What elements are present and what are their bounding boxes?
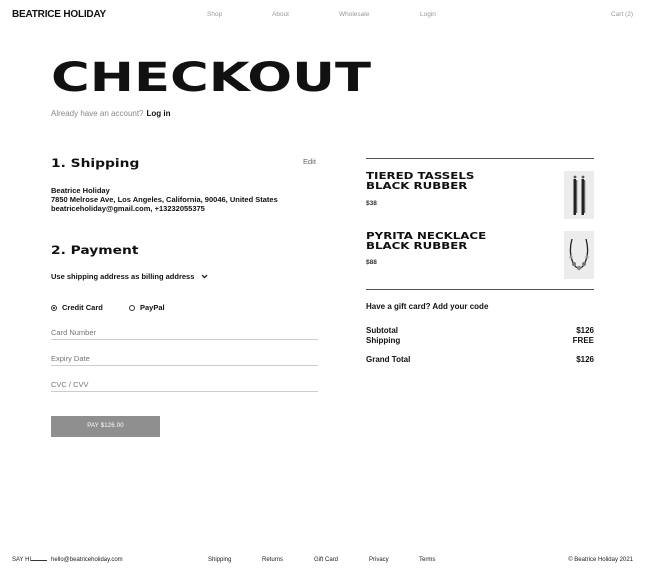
say-hi-label: SAY HI (12, 557, 32, 563)
footer-link-shipping[interactable]: Shipping (208, 557, 232, 563)
card-number-input[interactable] (51, 326, 318, 340)
product-name-line1: PYRITA NECKLACE (366, 231, 487, 242)
footer-link-gift-card[interactable]: Gift Card (314, 557, 339, 563)
login-link[interactable]: Log in (146, 109, 171, 118)
product-name-line2: BLACK RUBBER (366, 240, 468, 252)
payment-method-paypal[interactable] (129, 303, 165, 312)
footer-email-link[interactable]: hello@beatriceholiday.com (51, 557, 123, 563)
pay-button[interactable]: PAY $126.00 (51, 416, 160, 437)
page-title: CHECKOUT (51, 55, 372, 101)
shipping-heading: 1. Shipping (51, 156, 140, 170)
site-header (0, 0, 645, 30)
nav-shop[interactable]: Shop (207, 11, 223, 18)
product-price: $88 (366, 259, 377, 266)
divider (31, 560, 47, 561)
necklace-image (564, 231, 594, 279)
edit-shipping-link[interactable]: Edit (303, 157, 316, 166)
billing-address-toggle[interactable] (51, 272, 208, 281)
payment-heading: 2. Payment (51, 243, 139, 257)
cart-link[interactable]: Cart (2) (610, 11, 633, 18)
nav-about[interactable]: About (272, 11, 289, 18)
tassel-earrings-image (564, 171, 594, 219)
product-thumbnail[interactable] (564, 171, 594, 219)
account-prompt-text: Already have an account? (51, 109, 144, 118)
shipping-name: Beatrice Holiday (51, 186, 110, 195)
copyright: © Beatrice Holiday 2021 (568, 557, 633, 563)
product-name-line2: BLACK RUBBER (366, 180, 468, 192)
divider (366, 289, 594, 290)
billing-address-label: Use shipping address as billing address (51, 272, 195, 281)
radio-selected-icon[interactable] (51, 305, 57, 311)
brand-logo[interactable]: BEATRICE HOLIDAY (12, 9, 107, 20)
subtotal-label: Subtotal (366, 326, 398, 335)
nav-wholesale[interactable]: Wholesale (339, 11, 370, 18)
divider (366, 158, 594, 159)
account-prompt (51, 109, 171, 118)
product-name-line1: TIERED TASSELS (366, 171, 475, 182)
site-footer (0, 552, 645, 572)
shipping-value: FREE (572, 336, 594, 345)
footer-link-privacy[interactable]: Privacy (369, 557, 389, 563)
shipping-address: 7850 Melrose Ave, Los Angeles, California, 90046, United States (51, 195, 278, 204)
shipping-label: Shipping (366, 336, 401, 345)
product-name[interactable] (366, 232, 486, 251)
shipping-contact: beatriceholiday@gmail.com, +13232055375 (51, 204, 205, 213)
chevron-down-icon (201, 274, 208, 281)
product-price: $38 (366, 200, 377, 207)
product-thumbnail[interactable] (564, 231, 594, 279)
radio-unselected-icon[interactable] (129, 305, 135, 311)
footer-link-returns[interactable]: Returns (262, 557, 284, 563)
credit-card-label: Credit Card (62, 303, 103, 312)
cvc-input[interactable] (51, 378, 318, 392)
product-name[interactable] (366, 172, 474, 191)
grand-total-value: $126 (576, 355, 594, 364)
grand-total-label: Grand Total (366, 355, 411, 364)
paypal-label: PayPal (140, 303, 165, 312)
nav-login[interactable]: Login (420, 11, 436, 18)
subtotal-value: $126 (576, 326, 594, 335)
expiry-date-input[interactable] (51, 352, 318, 366)
footer-link-terms[interactable]: Terms (419, 557, 436, 563)
shipping-details (51, 186, 278, 213)
payment-method-credit-card[interactable] (51, 303, 103, 312)
gift-card-link[interactable]: Have a gift card? Add your code (366, 302, 489, 311)
